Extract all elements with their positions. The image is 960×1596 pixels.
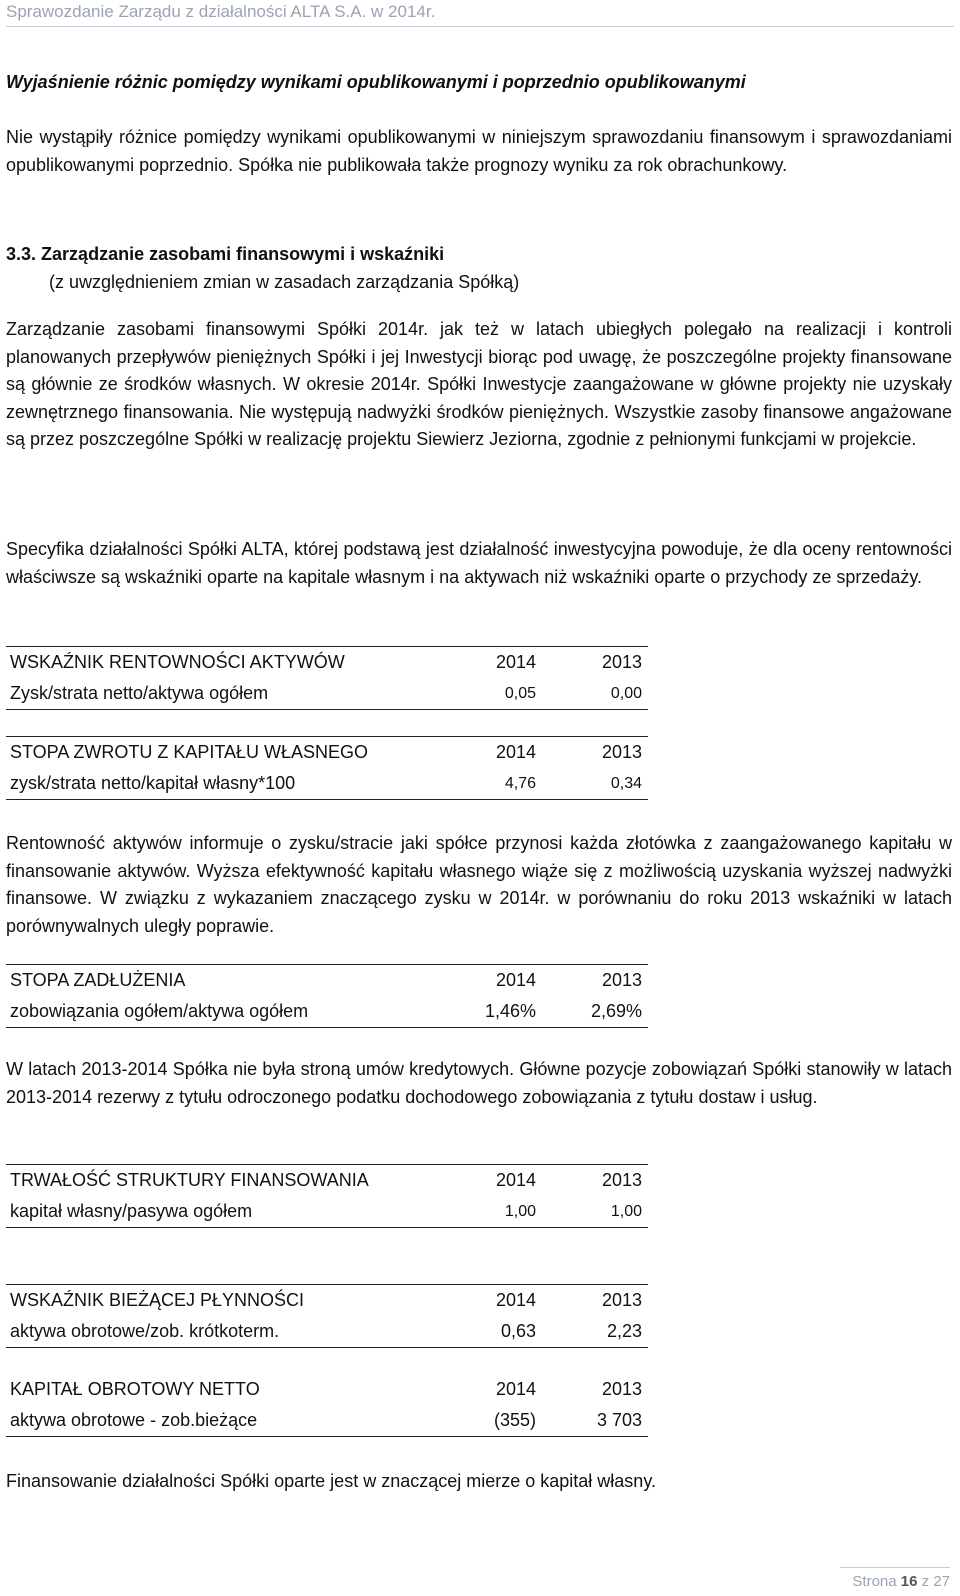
row-label: kapitał własny/pasywa ogółem: [10, 1201, 253, 1221]
differences-heading: Wyjaśnienie różnic pomiędzy wynikami opublikowanymi i poprzednio opublikowanymi: [6, 72, 746, 92]
value-2013: 0,00: [610, 685, 642, 702]
paragraph-financing-summary: Finansowanie działalności Spółki oparte jest w znaczącej mierze o kapitał własny.: [6, 1471, 656, 1491]
year-2013: 2013: [601, 1379, 642, 1399]
value-2014: 0,63: [500, 1321, 536, 1341]
section-title: [6, 240, 519, 296]
table-header-row: [6, 965, 648, 996]
table-header-label: WSKAŹNIK RENTOWNOŚCI AKTYWÓW: [10, 652, 345, 672]
value-2014: 1,00: [504, 1203, 536, 1220]
paragraph-financial-resources: Zarządzanie zasobami finansowymi Spółki 2014r. jak też w latach ubiegłych polegało na realizacji i kontroli planowanych przepływów pieniężnych Spółki i jej Inwestycji biorąc pod uwagę, że poszczególne projekty finansowane są głównie ze środków własnych. W okresie 2014r. Spółki Inwestycje zaangażowane w główne projekty nie uzyskały zewnętrznego finansowania. Nie występują nadwyżki środków pieniężnych. Wszystkie zasoby finansowe angażowane są przez poszczególne Spółki w realizację projektu Siewierz Jeziorna, zgodnie z pełnionymi funkcjami w projekcie.: [6, 319, 952, 449]
section-subtitle: (z uwzględnieniem zmian w zasadach zarządzania Spółką): [49, 272, 520, 292]
current-page: 16: [900, 1573, 918, 1590]
table-roe: [6, 736, 648, 800]
paragraph-differences: Nie wystąpiły różnice pomiędzy wynikami opublikowanymi w niniejszym sprawozdaniu finansowym i sprawozdaniami opublikowanymi poprzednio. Spółka nie publikowała także prognozy wyniku za rok obrachunkowy.: [6, 127, 952, 175]
table-row: [6, 768, 648, 799]
table-header-row: [6, 1165, 648, 1196]
value-2013: 0,34: [610, 775, 642, 792]
table-header-row: [6, 737, 648, 768]
year-2014: 2014: [495, 652, 536, 672]
value-2014: 0,05: [504, 685, 536, 702]
table-current-liquidity: [6, 1284, 648, 1348]
year-2014: 2014: [495, 742, 536, 762]
year-2014: 2014: [495, 1170, 536, 1190]
table-bottom-rule: [6, 1347, 648, 1348]
table-header-row: [6, 647, 648, 678]
table-working-capital: [6, 1374, 648, 1437]
table-header-row: [6, 1285, 648, 1316]
table-header-label: WSKAŹNIK BIEŻĄCEJ PŁYNNOŚCI: [10, 1290, 305, 1310]
section-number: 3.3.: [6, 244, 37, 264]
value-2013: 1,00: [610, 1203, 642, 1220]
section-heading: Zarządzanie zasobami finansowymi i wskaźniki: [41, 244, 445, 264]
value-2013: 3 703: [596, 1410, 642, 1430]
page-separator: z: [921, 1573, 930, 1590]
table-header-label: STOPA ZADŁUŻENIA: [10, 970, 186, 990]
year-2014: 2014: [495, 1290, 536, 1310]
year-2013: 2013: [601, 970, 642, 990]
paragraph-liabilities: W latach 2013-2014 Spółka nie była stroną umów kredytowych. Główne pozycje zobowiązań Spółki stanowiły w latach 2013-2014 rezerwy z tytułu odroczonego podatku dochodowego zobowiązania z tytułu dostaw i usług.: [6, 1059, 952, 1107]
table-financing-structure: [6, 1164, 648, 1228]
table-header-label: STOPA ZWROTU Z KAPITAŁU WŁASNEGO: [10, 742, 369, 762]
year-2013: 2013: [601, 742, 642, 762]
year-2013: 2013: [601, 1290, 642, 1310]
year-2014: 2014: [495, 970, 536, 990]
table-row: [6, 678, 648, 709]
page-number: [852, 1573, 950, 1590]
row-label: aktywa obrotowe - zob.bieżące: [10, 1410, 258, 1430]
table-row: [6, 1405, 648, 1436]
row-label: aktywa obrotowe/zob. krótkoterm.: [10, 1321, 280, 1341]
row-label: zobowiązania ogółem/aktywa ogółem: [10, 1001, 309, 1021]
table-roa: [6, 646, 648, 710]
footer-divider: [840, 1567, 950, 1568]
row-label: Zysk/strata netto/aktywa ogółem: [10, 683, 269, 703]
table-row: [6, 996, 648, 1027]
total-pages: 27: [933, 1573, 950, 1590]
value-2014: (355): [493, 1410, 536, 1430]
table-bottom-rule: [6, 709, 648, 710]
table-header-row: [6, 1374, 648, 1405]
table-header-label: TRWAŁOŚĆ STRUKTURY FINANSOWANIA: [10, 1170, 369, 1190]
value-2013: 2,23: [606, 1321, 642, 1341]
table-bottom-rule: [6, 799, 648, 800]
header-divider: [6, 26, 954, 27]
table-row: [6, 1196, 648, 1227]
year-2014: 2014: [495, 1379, 536, 1399]
table-row: [6, 1316, 648, 1347]
table-header-label: KAPITAŁ OBROTOWY NETTO: [10, 1379, 260, 1399]
table-bottom-rule: [6, 1027, 648, 1028]
table-bottom-rule: [6, 1227, 648, 1228]
year-2013: 2013: [601, 652, 642, 672]
page-prefix: Strona: [852, 1573, 897, 1590]
year-2013: 2013: [601, 1170, 642, 1190]
row-label: zysk/strata netto/kapitał własny*100: [10, 773, 296, 793]
table-debt-ratio: [6, 964, 648, 1028]
value-2014: 1,46%: [484, 1001, 536, 1021]
document-header: Sprawozdanie Zarządu z działalności ALTA S.A. w 2014r.: [6, 2, 436, 21]
value-2014: 4,76: [504, 775, 536, 792]
paragraph-return-on-assets: Rentowność aktywów informuje o zysku/stracie jaki spółce przynosi każda złotówka z zaangażowanego kapitału w finansowanie aktywów. Wyższa efektywność kapitału własnego wiąże się z możliwością uzyskania wyższej nadwyżki finansowe. W związku z wykazaniem znaczącego zysku w 2014r. w porównaniu do roku 2013 wskaźniki w latach porównywalnych uległy poprawie.: [6, 833, 952, 936]
paragraph-specifics: Specyfika działalności Spółki ALTA, której podstawą jest działalność inwestycyjna powoduje, że dla oceny rentowności właściwsze są wskaźniki oparte na kapitale własnym i na aktywach niż wskaźniki oparte o przychody ze sprzedaży.: [6, 539, 952, 587]
table-bottom-rule: [6, 1436, 648, 1437]
value-2013: 2,69%: [590, 1001, 642, 1021]
